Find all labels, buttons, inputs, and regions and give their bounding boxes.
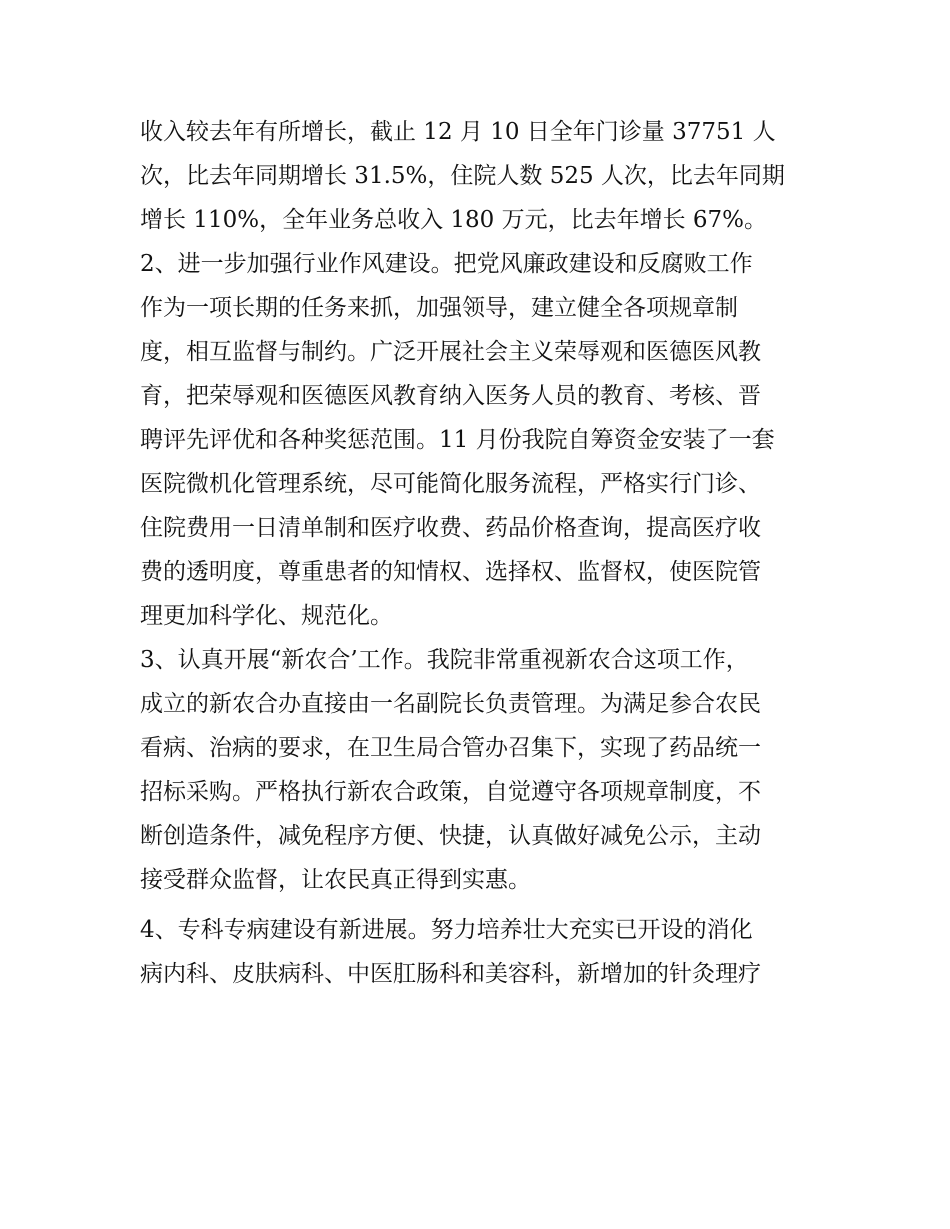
text-line: 断创造条件，减免程序方便、快捷，认真做好减免公示，主动 bbox=[140, 823, 761, 849]
text-line: 住院费用一日清单制和医疗收费、药品价格查询，提高医疗收 bbox=[140, 515, 761, 541]
text-line: 成立的新农合办直接由一名副院长负责管理。为满足参合农民 bbox=[140, 691, 761, 717]
text-line: 病内科、皮肤病科、中医肛肠科和美容科，新增加的针灸理疗 bbox=[140, 961, 761, 987]
text-line: 费的透明度，尊重患者的知情权、选择权、监督权，使医院管 bbox=[140, 559, 761, 585]
text-line: 医院微机化管理系统，尽可能简化服务流程，严格实行门诊、 bbox=[140, 471, 761, 497]
paragraph-3-heading-line: 3、认真开展“新农合’工作。我院非常重视新农合这项工作， bbox=[140, 647, 749, 673]
text-line: 理更加科学化、规范化。 bbox=[140, 603, 393, 629]
text-line: 育，把荣辱观和医德医风教育纳入医务人员的教育、考核、晋 bbox=[140, 383, 761, 409]
text-line: 收入较去年有所增长，截止 12 月 10 日全年门诊量 37751 人 bbox=[140, 119, 776, 145]
text-line: 招标采购。严格执行新农合政策，自觉遵守各项规章制度，不 bbox=[140, 779, 761, 805]
paragraph-2-heading-line: 2、进一步加强行业作风建设。把党风廉政建设和反腐败工作 bbox=[140, 251, 753, 277]
text-line: 次，比去年同期增长 31.5%，住院人数 525 人次，比去年同期 bbox=[140, 163, 785, 189]
text-line: 度，相互监督与制约。广泛开展社会主义荣辱观和医德医风教 bbox=[140, 339, 761, 365]
text-line: 作为一项长期的任务来抓，加强领导，建立健全各项规章制 bbox=[140, 295, 738, 321]
text-line: 增长 110%，全年业务总收入 180 万元，比去年增长 67%。 bbox=[140, 207, 768, 233]
document-body bbox=[140, 110, 820, 996]
text-line: 聘评先评优和各种奖惩范围。11 月份我院自筹资金安装了一套 bbox=[140, 427, 775, 453]
text-line: 接受群众监督，让农民真正得到实惠。 bbox=[140, 867, 531, 893]
text-line: 看病、治病的要求，在卫生局合管办召集下，实现了药品统一 bbox=[140, 735, 761, 761]
paragraph-4-heading-line: 4、专科专病建设有新进展。努力培养壮大充实已开设的消化 bbox=[140, 917, 753, 943]
